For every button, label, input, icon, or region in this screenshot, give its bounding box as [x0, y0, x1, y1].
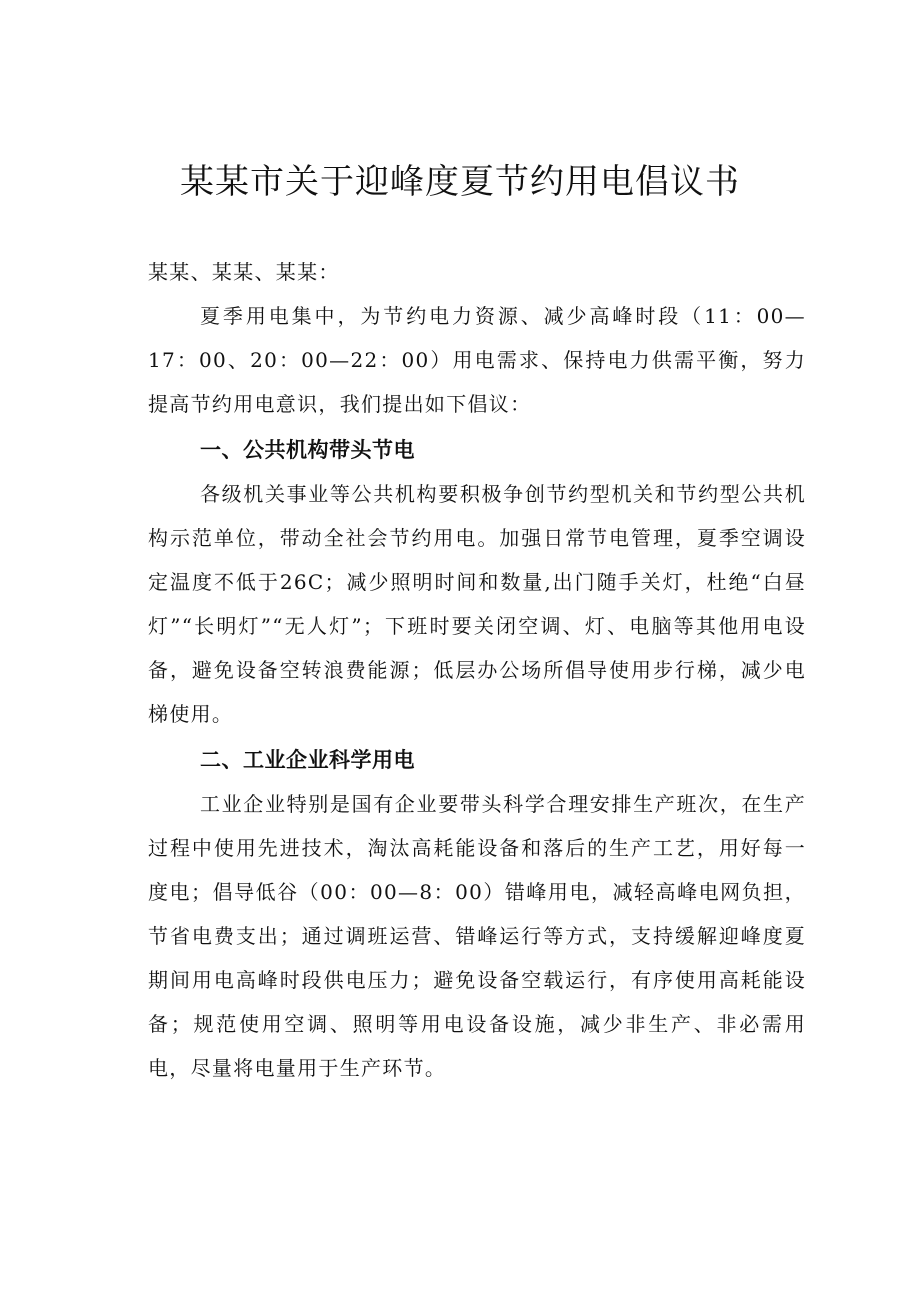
intro-paragraph: 夏季用电集中，为节约电力资源、减少高峰时段（11：00—17：00、20：00—22：00）用电需求、保持电力供需平衡，努力提高节约用电意识，我们提出如下倡议：: [148, 304, 806, 416]
document-body: [148, 250, 806, 1090]
section-heading: 一、公共机构带头节电: [200, 438, 415, 462]
section-paragraph: 工业企业特别是国有企业要带头科学合理安排生产班次，在生产过程中使用先进技术，淘汰高耗能设备和落后的生产工艺，用好每一度电；倡导低谷（00：00—8：00）错峰用电，减轻高峰电网负担，节省电费支出；通过调班运营、错峰运行等方式，支持缓解迎峰度夏期间用电高峰时段供电压力；避免设备空载运行，有序使用高耗能设备；规范使用空调、照明等用电设备设施，减少非生产、非必需用电，尽量将电量用于生产环节。: [148, 792, 806, 1080]
salutation: 某某、某某、某某：: [148, 260, 340, 284]
document-title: 某某市关于迎峰度夏节约用电倡议书: [180, 162, 740, 202]
section-heading: 二、工业企业科学用电: [200, 748, 415, 772]
section-paragraph: 各级机关事业等公共机构要积极争创节约型机关和节约型公共机构示范单位，带动全社会节约用电。加强日常节电管理，夏季空调设定温度不低于26C；减少照明时间和数量,出门随手关灯，杜绝“白昼灯”“长明灯”“无人灯”；下班时要关闭空调、灯、电脑等其他用电设备，避免设备空转浪费能源；低层办公场所倡导使用步行梯，减少电梯使用。: [148, 482, 806, 726]
